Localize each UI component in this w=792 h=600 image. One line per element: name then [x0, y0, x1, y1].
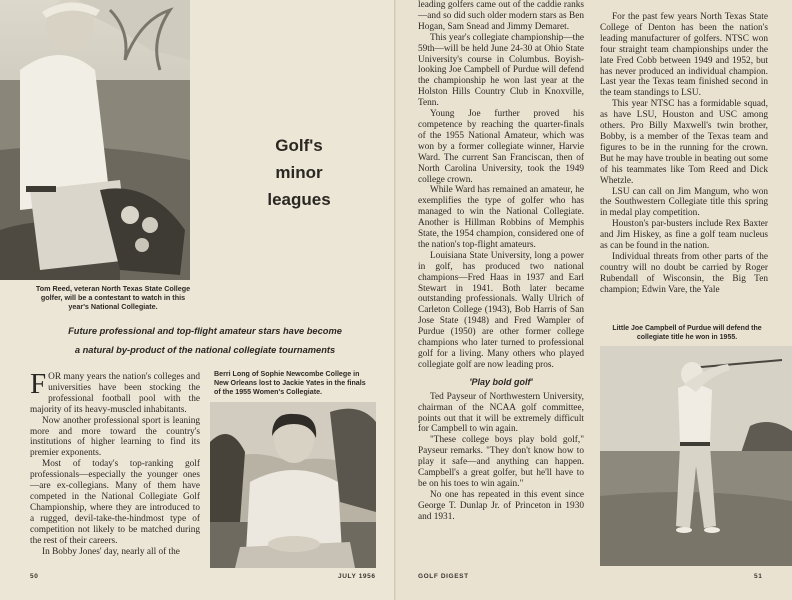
right-magazine-name: GOLF DIGEST — [418, 573, 469, 580]
left-date: JULY 1956 — [338, 573, 376, 580]
col4-paragraph: Individual threats from other parts of the country will no doubt be carried by Roger Rubendall of Wisconsin, the Big Ten champion; Edwin Vare, the Yale — [600, 251, 768, 295]
col4-paragraph: Houston's par-busters include Rex Baxter and Jim Hiskey, as fine a golf team nucleus as can be found in the nation. — [600, 219, 768, 252]
right-page-number: 51 — [754, 573, 763, 580]
left-page-number: 50 — [30, 573, 39, 580]
body-column-3 — [418, 0, 584, 523]
title-line-3: leagues — [267, 190, 331, 209]
right-page — [396, 0, 792, 600]
berri-long-photo — [210, 402, 376, 568]
title-line-1: Golf's — [275, 136, 323, 155]
drop-cap: F — [30, 368, 47, 400]
col3-paragraph: While Ward has remained an amateur, he exemplifies the type of golfer who has managed to win the National Collegiate. Another is Hillman Robbins of Memphis State, the 1954 champion, considered one of the nation's top-flight amateurs. — [418, 185, 584, 250]
col1-paragraph: In Bobby Jones' day, nearly all of the — [42, 546, 180, 557]
title-line-2: minor — [275, 163, 323, 182]
col1-paragraph: OR many years the nation's colleges and universities have been stocking the professional football pool with the majority of its heavy-muscled inhabitants. — [30, 372, 200, 415]
col3-paragraph: This year's collegiate championship—the 59th—will be held June 24-30 at Ohio State University's course in Columbus. Boyish-looking Joe Campbell of Purdue will defend the championship he won last year at the Holston Hills Country Club in Knoxville, Tenn. — [418, 32, 584, 109]
col1-paragraph: Most of today's top-ranking golf professionals—especially the younger ones—are ex-collegians. Many of them have competed in the National Collegiate Golf Championship, where they are introduced to a rugged, devil-take-the-hindmost type of competition not likely to be matched during the rest of their careers. — [30, 459, 200, 546]
col3-paragraph: Ted Payseur of Northwestern University, chairman of the NCAA golf committee, points out that it will be extremely difficult for Campbell to win again. — [418, 391, 584, 435]
col4-paragraph: This year NTSC has a formidable squad, as have LSU, Houston and USC among others. Pro Billy Maxwell's twin brother, Bobby, is a member of the Texas team and figures to be in the running for the crown. But he may have trouble in beating out some of his teammates like Tom Reed and Dick Whetzle. — [600, 99, 768, 186]
col3-paragraph: No one has repeated in this event since George T. Dunlap Jr. of Princeton in 1930 and 1931. — [418, 489, 584, 522]
section-subhead: 'Play bold golf' — [469, 376, 533, 387]
body-column-1 — [30, 368, 200, 557]
col3-paragraph: Louisiana State University, long a power in golf, has produced two national champions—Fred Haas in 1937 and Earl Stewart in 1941. Both later became outstanding professionals. Wally Ulrich of Carleton College (1943), Bob Harris of San Jose State (1948) and Fred Wampler of Purdue (1950) are other former college champions who later turned to professional golf for a living. Many others who played collegiate golf are now leading pros. — [418, 250, 584, 370]
deck-line-1: Future professional and top-flight amateur stars have become — [68, 326, 342, 336]
article-deck — [30, 322, 380, 360]
col4-paragraph: LSU can call on Jim Mangum, who won the Southwestern Collegiate title this spring in medal play competition. — [600, 186, 768, 219]
col4-paragraph: For the past few years North Texas State College of Denton has been the nation's leading manufacturer of golfers. NTSC won four straight team championships under the late Fred Cobb between 1949 and 1952, but has never produced an individual champion. Last year the Texas team finished second in the team standings to LSU. — [600, 12, 768, 99]
col3-paragraph: Young Joe further proved his competence by reaching the quarter-finals of the 1955 National Amateur, which was won by a former collegiate winner, Harvie Ward. The current San Franciscan, then of North Carolina University, took the 1949 college crown. — [418, 109, 584, 185]
col3-paragraph: "These college boys play bold golf," Payseur remarks. "They don't know how to play it safe—and anything can happen. Campbell's a great golfer, but he'll have to be on his toes to win again." — [418, 435, 584, 489]
col1-paragraph: Now another professional sport is leaning more and more toward the country's institutions of higher learning to find its premier exponents. — [30, 415, 200, 459]
joe-campbell-caption: Little Joe Campbell of Purdue will defend the collegiate title he won in 1955. — [612, 325, 762, 341]
col3-paragraph: leading golfers came out of the caddie ranks—and so did such older modern stars as Ben Hogan, Sam Snead and Jimmy Demaret. — [418, 0, 584, 32]
berri-long-caption: Berri Long of Sophie Newcombe College in New Orleans lost to Jackie Yates in the finals of the 1955 Women's Collegiate. — [214, 370, 366, 396]
body-column-4 — [600, 12, 768, 296]
deck-line-2: a natural by-product of the national collegiate tournaments — [74, 345, 336, 355]
joe-campbell-photo — [600, 346, 792, 566]
tom-reed-photo — [0, 0, 190, 280]
article-title — [240, 132, 358, 213]
tom-reed-caption: Tom Reed, veteran North Texas State College golfer, will be a contestant to watch in this year's National Collegiate. — [35, 284, 191, 311]
